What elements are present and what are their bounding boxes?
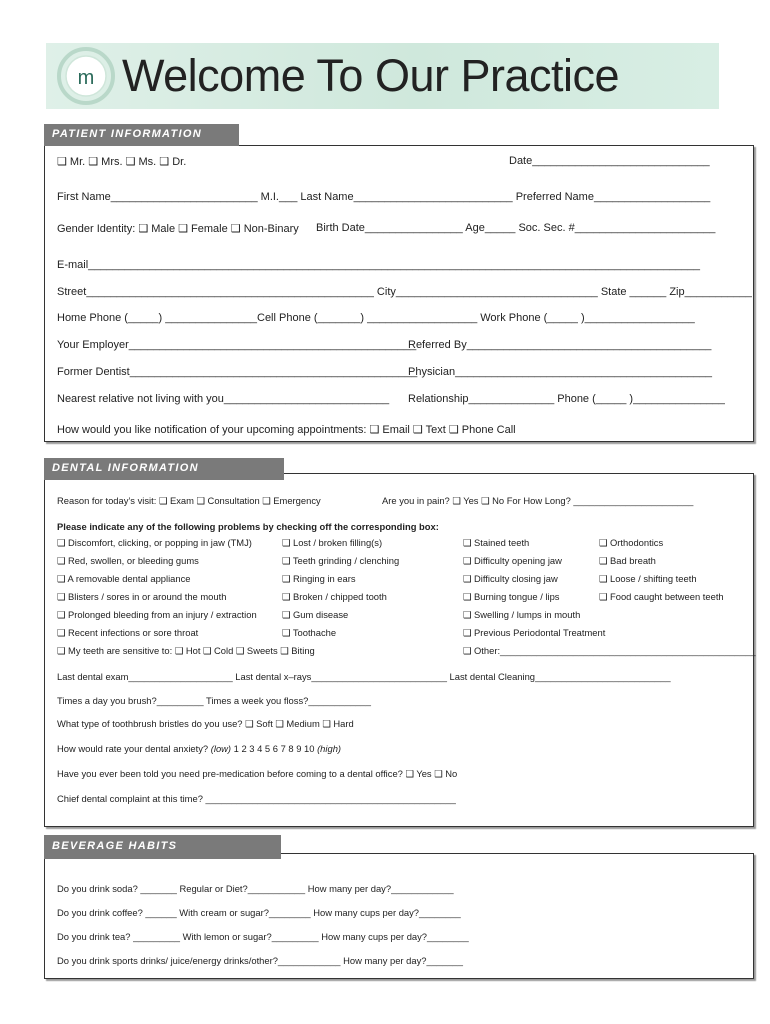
gender-identity-checkboxes[interactable]: Gender Identity: ❑ Male ❑ Female ❑ Non-Binary xyxy=(57,223,299,235)
date-field[interactable]: Date_____________________________ xyxy=(509,155,710,167)
anxiety-high-label: (high) xyxy=(317,743,342,754)
problem-item[interactable]: ❑ Teeth grinding / clenching xyxy=(282,555,400,566)
relationship-phone-fields[interactable]: Relationship______________ Phone (_____ )_______________ xyxy=(408,393,725,405)
sports-drinks-question[interactable]: Do you drink sports drinks/ juice/energy drinks/other?____________ How many per day?_______ xyxy=(57,955,463,966)
problem-item[interactable]: ❑ Stained teeth xyxy=(463,537,530,548)
employer-field[interactable]: Your Employer_______________________________________________ xyxy=(57,339,417,351)
name-fields[interactable]: First Name________________________ M.I.___ Last Name__________________________ Preferred Name___________________ xyxy=(57,191,711,203)
patient-info-heading: PATIENT INFORMATION xyxy=(44,124,239,146)
anxiety-question: How would rate your dental anxiety? xyxy=(57,743,211,754)
brush-floss-fields[interactable]: Times a day you brush?_________ Times a week you floss?____________ xyxy=(57,695,371,706)
problem-item[interactable]: ❑ Burning tongue / lips xyxy=(463,591,560,602)
tea-question[interactable]: Do you drink tea? _________ With lemon or sugar?_________ How many cups per day?________ xyxy=(57,931,469,942)
dental-anxiety-scale[interactable] xyxy=(57,743,341,754)
page-title: Welcome To Our Practice xyxy=(122,50,620,101)
phone-fields[interactable]: Home Phone (_____) _______________Cell Phone (_______) __________________ Work Phone (_____ )__________________ xyxy=(57,312,695,324)
bristle-type-checkboxes[interactable]: What type of toothbrush bristles do you use? ❑ Soft ❑ Medium ❑ Hard xyxy=(57,718,354,729)
anxiety-low-label: (low) xyxy=(210,743,232,754)
problem-item[interactable]: ❑ Toothache xyxy=(282,627,337,638)
problem-item[interactable]: ❑ Lost / broken filling(s) xyxy=(282,537,383,548)
problem-item[interactable]: ❑ Blisters / sores in or around the mouth xyxy=(57,591,227,602)
physician-field[interactable]: Physician__________________________________________ xyxy=(408,366,713,378)
premedication-question[interactable]: Have you ever been told you need pre-medication before coming to a dental office? ❑ Yes ❑ No xyxy=(57,768,458,779)
problem-item[interactable]: ❑ Orthodontics xyxy=(599,537,664,548)
address-fields[interactable]: Street_______________________________________________ City_________________________________ State ______ Zip___________ xyxy=(57,286,752,298)
problem-item[interactable]: ❑ Gum disease xyxy=(282,609,349,620)
problem-item[interactable]: ❑ Bad breath xyxy=(599,555,656,566)
problem-item[interactable]: ❑ Recent infections or sore throat xyxy=(57,627,199,638)
problem-item[interactable]: ❑ Food caught between teeth xyxy=(599,591,724,602)
practice-logo xyxy=(56,46,116,106)
referred-by-field[interactable]: Referred By________________________________________ xyxy=(408,339,712,351)
problem-item[interactable]: ❑ Broken / chipped tooth xyxy=(282,591,387,602)
birth-age-ssn-fields[interactable]: Birth Date________________ Age_____ Soc. Sec. #_______________________ xyxy=(316,222,716,234)
logo-letter: m xyxy=(77,67,95,89)
beverage-heading: BEVERAGE HABITS xyxy=(44,835,281,859)
sensitivity-checkboxes[interactable]: ❑ My teeth are sensitive to: ❑ Hot ❑ Cold ❑ Sweets ❑ Biting xyxy=(57,645,315,656)
former-dentist-field[interactable]: Former Dentist_______________________________________________ xyxy=(57,366,418,378)
soda-question[interactable]: Do you drink soda? _______ Regular or Diet?___________ How many per day?____________ xyxy=(57,883,454,894)
anxiety-numbers[interactable]: 1 2 3 4 5 6 7 8 9 10 xyxy=(231,743,318,754)
problem-item[interactable]: ❑ Prolonged bleeding from an injury / extraction xyxy=(57,609,257,620)
problem-item[interactable]: ❑ Discomfort, clicking, or popping in jaw (TMJ) xyxy=(57,537,252,548)
problem-item[interactable]: ❑ A removable dental appliance xyxy=(57,573,191,584)
problem-item[interactable]: ❑ Ringing in ears xyxy=(282,573,356,584)
problem-item[interactable]: ❑ Previous Periodontal Treatment xyxy=(463,627,606,638)
coffee-question[interactable]: Do you drink coffee? ______ With cream or sugar?________ How many cups per day?________ xyxy=(57,907,461,918)
problem-item[interactable]: ❑ Red, swollen, or bleeding gums xyxy=(57,555,199,566)
pain-question[interactable]: Are you in pain? ❑ Yes ❑ No For How Long? _______________________ xyxy=(382,495,694,506)
problem-item[interactable]: ❑ Swelling / lumps in mouth xyxy=(463,609,581,620)
problem-item[interactable]: ❑ Difficulty opening jaw xyxy=(463,555,562,566)
problems-title: Please indicate any of the following problems by checking off the corresponding box: xyxy=(57,521,439,532)
last-dental-fields[interactable]: Last dental exam____________________ Last dental x–rays__________________________ Last dental Cleaning__________________________ xyxy=(57,671,671,682)
visit-reason[interactable]: Reason for today’s visit: ❑ Exam ❑ Consultation ❑ Emergency xyxy=(57,495,321,506)
chief-complaint-field[interactable]: Chief dental complaint at this time? ________________________________________________ xyxy=(57,793,456,804)
title-checkboxes[interactable]: ❑ Mr. ❑ Mrs. ❑ Ms. ❑ Dr. xyxy=(57,156,187,168)
email-field[interactable]: E-mail____________________________________________________________________________________________________ xyxy=(57,259,700,271)
problem-item[interactable]: ❑ Loose / shifting teeth xyxy=(599,573,697,584)
nearest-relative-field[interactable]: Nearest relative not living with you___________________________ xyxy=(57,393,390,405)
notification-preference[interactable]: How would you like notification of your upcoming appointments: ❑ Email ❑ Text ❑ Phone Call xyxy=(57,424,516,436)
other-problem-field[interactable]: ❑ Other:_________________________________________________ xyxy=(463,645,756,656)
problem-item[interactable]: ❑ Difficulty closing jaw xyxy=(463,573,558,584)
dental-info-heading: DENTAL INFORMATION xyxy=(44,458,284,480)
